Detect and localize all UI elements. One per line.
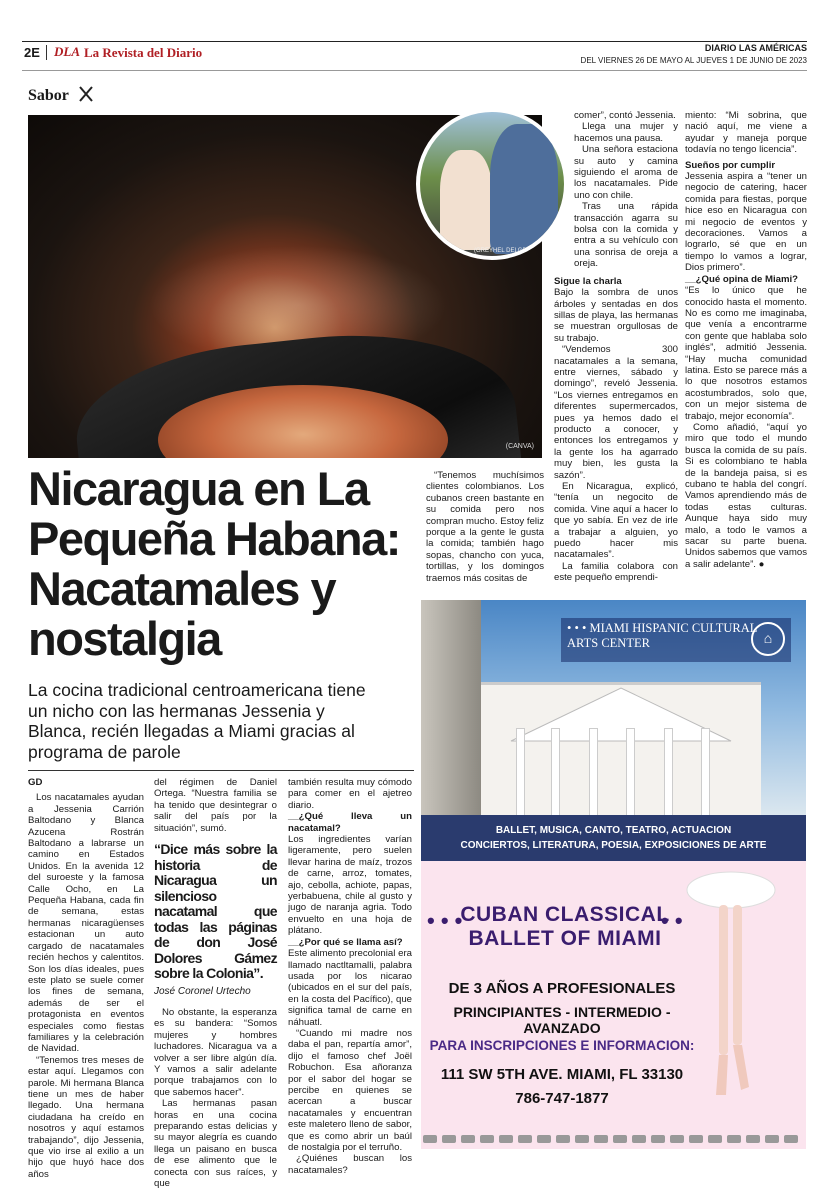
paragraph: “Es lo único que he conocido hasta el momento. No es como me imaginaba, que venía a encontrarme con gente que hablaba solo inglés”, admitió Jessenia. “Hay mucha comunidad latina. Esto se parece más a lo que nosotros estamos acostumbrados, solo que, con un mejor sistema de trabajo, mejor economía”. — [685, 285, 807, 422]
activities-line-1: BALLET, MUSICA, CANTO, TEATRO, ACTUACION — [495, 825, 732, 836]
column-5 — [685, 110, 807, 570]
byline: GD — [28, 777, 43, 788]
paragraph: Bajo la sombra de unos árboles y sentadas en dos sillas de playa, las hermanas se muestran orgullosas de su trabajo. — [554, 287, 678, 344]
paragraph: Este alimento precolonial era llamado nactltamalli, palabra usada por los nicarao (ubicados en el sur del país, en la costa del Pacífico), que significa tamal de carne en náhuatl. — [288, 948, 412, 1028]
paragraph: Los ingredientes varían ligeramente, pero suelen llevar harina de maíz, trozos de carne, arroz, tomates, ajo, cebolla, achiote, papas, yerbabuena, chile al gusto y jugo de naranja agria. Todo envuelto en una hoja de plátano. — [288, 834, 412, 937]
paragraph: Una señora estaciona su auto y camina siguiendo el aroma de los nacatamales. Pide uno con chile. — [574, 144, 678, 201]
paragraph: también resulta muy cómodo para comer en el ajetreo diario. — [288, 777, 412, 811]
pillar — [626, 728, 635, 820]
banner-text: • • • MIAMI HISPANIC CULTURAL ARTS CENTER — [567, 621, 757, 650]
column-1 — [28, 777, 144, 1180]
paragraph: “Tenemos muchísimos clientes colombianos. Los cubanos creen bastante en su comida pero nos compran mucho. Estoy feliz porque a la gente le gusta la comida; también hago sopas, chancho con yuca, tortillas, y los domingos traemos más cositas de — [426, 470, 544, 584]
paragraph: Los nacatamales ayudan a Jessenia Carrión Baltodano y Blanca Azucena Rostrán Baltodano a labrarse un camino en Estados Unidos. En la avenida 12 del suroeste y la famosa Calle Ocho, en La Pequeña Habana, cada fin de semana, estas hermanas nicaragüenses estacionan un auto cargado de nacatamales recién hechos y calentitos. Son los días ideales, pues este plato se suele comer los fines de semana, además de ser el protagonista en eventos especiales como fiestas familiares y la celebración de Navidad. — [28, 792, 144, 1055]
sponsor-logo — [556, 1135, 570, 1143]
sponsor-logo — [442, 1135, 456, 1143]
fork-knife-icon — [77, 85, 95, 108]
wrap-text — [554, 110, 678, 270]
paragraph: Las hermanas pasan horas en una cocina preparando estas delicias y su mayor alegría es cuando llega un paisano en busca de ese alimento que le conecta con sus raíces, y que — [154, 1098, 277, 1190]
paragraph: En Nicaragua, explicó, “tenía un negocito de comida. Vine aquí a hacer lo que yo sabía. En vez de irle a trabajar a alguien, yo puedo hacer mis nacatamales”. — [554, 481, 678, 561]
paragraph: “Cuando mi madre nos daba el pan, repartía amor”, dijo el famoso chef Joël Robuchon. Esa añoranza por el sabor del hogar se percibe en quienes se acercan a buscar nacatamales y encuentran este maletero lleno de sabor, que es como abrir un baúl de nostalgia por el terruño. — [288, 1027, 412, 1153]
person-right — [490, 124, 558, 254]
sponsor-logo — [461, 1135, 475, 1143]
pillar — [664, 728, 673, 820]
sponsor-logo — [746, 1135, 760, 1143]
sponsor-logos — [421, 1128, 806, 1150]
ad-phone[interactable]: 786-747-1877 — [515, 1090, 609, 1107]
sponsor-logo — [670, 1135, 684, 1143]
header-rule — [22, 70, 807, 71]
deck-rule — [28, 770, 414, 771]
subhead: __¿Qué lleva un nacatamal? — [288, 811, 412, 834]
headline: Nicaragua en La Pequeña Habana: Nacatamales y nostalgia — [28, 462, 400, 665]
column-4 — [554, 110, 678, 584]
subhead: __¿Por qué se llama así? — [288, 936, 403, 948]
quote-text: “Dice más sobre la historia de Nicaragua un silencioso nacatamal que todas las páginas de don José Dolores Gámez sobre la Colonia”. — [154, 841, 277, 982]
paragraph: “Vendemos 300 nacatamales a la semana, entre viernes, sábado y domingo”, reveló Jessenia. “Los viernes entregamos en diferentes supermercados, pues ya hemos dado el producto a conocer, y entonces los entregamos y la gente los ha agarrado muy bien, les gusta la sazón”. — [554, 344, 678, 481]
sponsor-logo — [765, 1135, 779, 1143]
paragraph: Llega una mujer y hacemos una pausa. — [574, 121, 678, 144]
paragraph: del régimen de Daniel Ortega. “Nuestra familia se ha tenido que desintegrar o salir del país por la situación”, sumó. — [154, 777, 277, 834]
sponsor-logo — [594, 1135, 608, 1143]
sponsor-logo — [518, 1135, 532, 1143]
issue-date: DEL VIERNES 26 DE MAYO AL JUEVES 1 DE JUNIO DE 2023 — [580, 56, 807, 65]
column-2 — [154, 777, 277, 1189]
sponsor-logo — [727, 1135, 741, 1143]
paragraph: Jessenia aspira a “tener un negocio de catering, hacer comida para fiestas, porque hice eso en Nicaragua con mi negocio de eventos y decoraciones. Vamos a lograrlo, sé que en un tiempo lo vamos a lograr, Dios primero”. — [685, 171, 807, 274]
pillar — [701, 728, 710, 820]
top-rule — [22, 41, 807, 42]
ad-signup: PARA INSCRIPCIONES E INFORMACION: — [429, 1038, 695, 1053]
paragraph: La familia colabora con este pequeño emprendi- — [554, 560, 678, 584]
section-title: La Revista del Diario — [84, 45, 203, 60]
paragraph: Tras una rápida transacción agarra su bolsa con la comida y entra a su vehículo con una sonrisa de oreja a oreja. — [574, 201, 678, 270]
paragraph: “Tenemos tres meses de estar aquí. Llegamos con parole. Mi hermana Blanca tiene un mes de haber llegado. Una hermana ciudadana ha creído en nosotros y aquí estamos trabajando”, dijo Jessenia, que vio irse al exilio a un hijo que huyó hace dos años — [28, 1054, 144, 1180]
pillar — [516, 728, 525, 820]
deck: La cocina tradicional centroamericana tiene un nicho con las hermanas Jessenia y Blanca, recién llegadas a Miami gracias al programa de parole — [28, 680, 366, 762]
pull-quote — [154, 842, 277, 997]
ballet-name: CUBAN CLASSICAL BALLET OF MIAMI — [460, 903, 670, 950]
sponsor-logo — [651, 1135, 665, 1143]
column-4-lower — [426, 470, 544, 584]
ad-levels: PRINCIPIANTES - INTERMEDIO - AVANZADO — [453, 1004, 671, 1036]
dla-logo: DLA — [54, 44, 80, 59]
sponsor-logo — [689, 1135, 703, 1143]
quote-author: José Coronel Urtecho — [154, 985, 251, 997]
sponsor-logo — [499, 1135, 513, 1143]
dots-right: • • — [661, 908, 683, 933]
subhead: __¿Qué opina de Miami? — [685, 273, 799, 285]
sponsor-logo — [575, 1135, 589, 1143]
dots-left: • • • — [427, 908, 463, 933]
subhead: Sigue la charla — [554, 275, 622, 287]
column-3 — [288, 777, 412, 1176]
paragraph: No obstante, la esperanza es su bandera: “Somos mujeres y hombres luchadores. Nicaragua va a volver a ser libre algún día. Y vamos a salir adelante porque trabajamos con lo que sabemos hacer”. — [154, 1006, 277, 1098]
ad-address[interactable]: 111 SW 5TH AVE. MIAMI, FL 33130 — [440, 1066, 684, 1083]
paragraph: miento: “Mi sobrina, que nació aquí, me viene a ayudar y maneja porque todavía no tengo licencia”. — [685, 110, 807, 156]
photo-credit: (CANVA) — [505, 443, 534, 450]
pillar — [551, 728, 560, 820]
ballet-advertisement[interactable] — [421, 600, 806, 1149]
pillar — [589, 728, 598, 820]
sponsor-logo — [784, 1135, 798, 1143]
sponsor-logo — [480, 1135, 494, 1143]
ad-tower — [421, 600, 481, 815]
sponsor-logo — [613, 1135, 627, 1143]
museum-icon: ⌂ — [751, 622, 785, 656]
center-banner — [561, 618, 791, 662]
publication-name: DIARIO LAS AMÉRICAS — [704, 43, 807, 53]
ad-ages: DE 3 AÑOS A PROFESIONALES — [448, 980, 676, 997]
sponsor-logo — [708, 1135, 722, 1143]
sponsor-logo — [537, 1135, 551, 1143]
paragraph: comer”, contó Jessenia. — [574, 110, 676, 121]
sisters-photo — [416, 108, 568, 260]
person-left — [440, 150, 492, 250]
subhead: Sueños por cumplir — [685, 159, 776, 171]
section-label: Sabor — [28, 85, 95, 108]
paragraph: ¿Quiénes buscan los nacatamales? — [288, 1153, 412, 1176]
page-number: 2E — [24, 45, 47, 60]
sponsor-logo — [632, 1135, 646, 1143]
sponsor-logo — [423, 1135, 437, 1143]
circle-credit: (GREYHEL DELGDO) — [474, 248, 534, 254]
activities-line-2: CONCIERTOS, LITERATURA, POESIA, EXPOSICIONES DE ARTE — [460, 840, 767, 851]
paragraph: Como añadió, “aquí yo miro que todo el mundo busca la comida de su país. Si es colombiano te habla de la bandeja paisa, si es cubano te habla del congrí. Vamos aprendiendo más de todas estas culturas. Aunque haya sido muy malo, a todo le vamos a sacar su parte buena. Unidos sabemos que vamos a salir adelante”. ● — [685, 421, 807, 570]
